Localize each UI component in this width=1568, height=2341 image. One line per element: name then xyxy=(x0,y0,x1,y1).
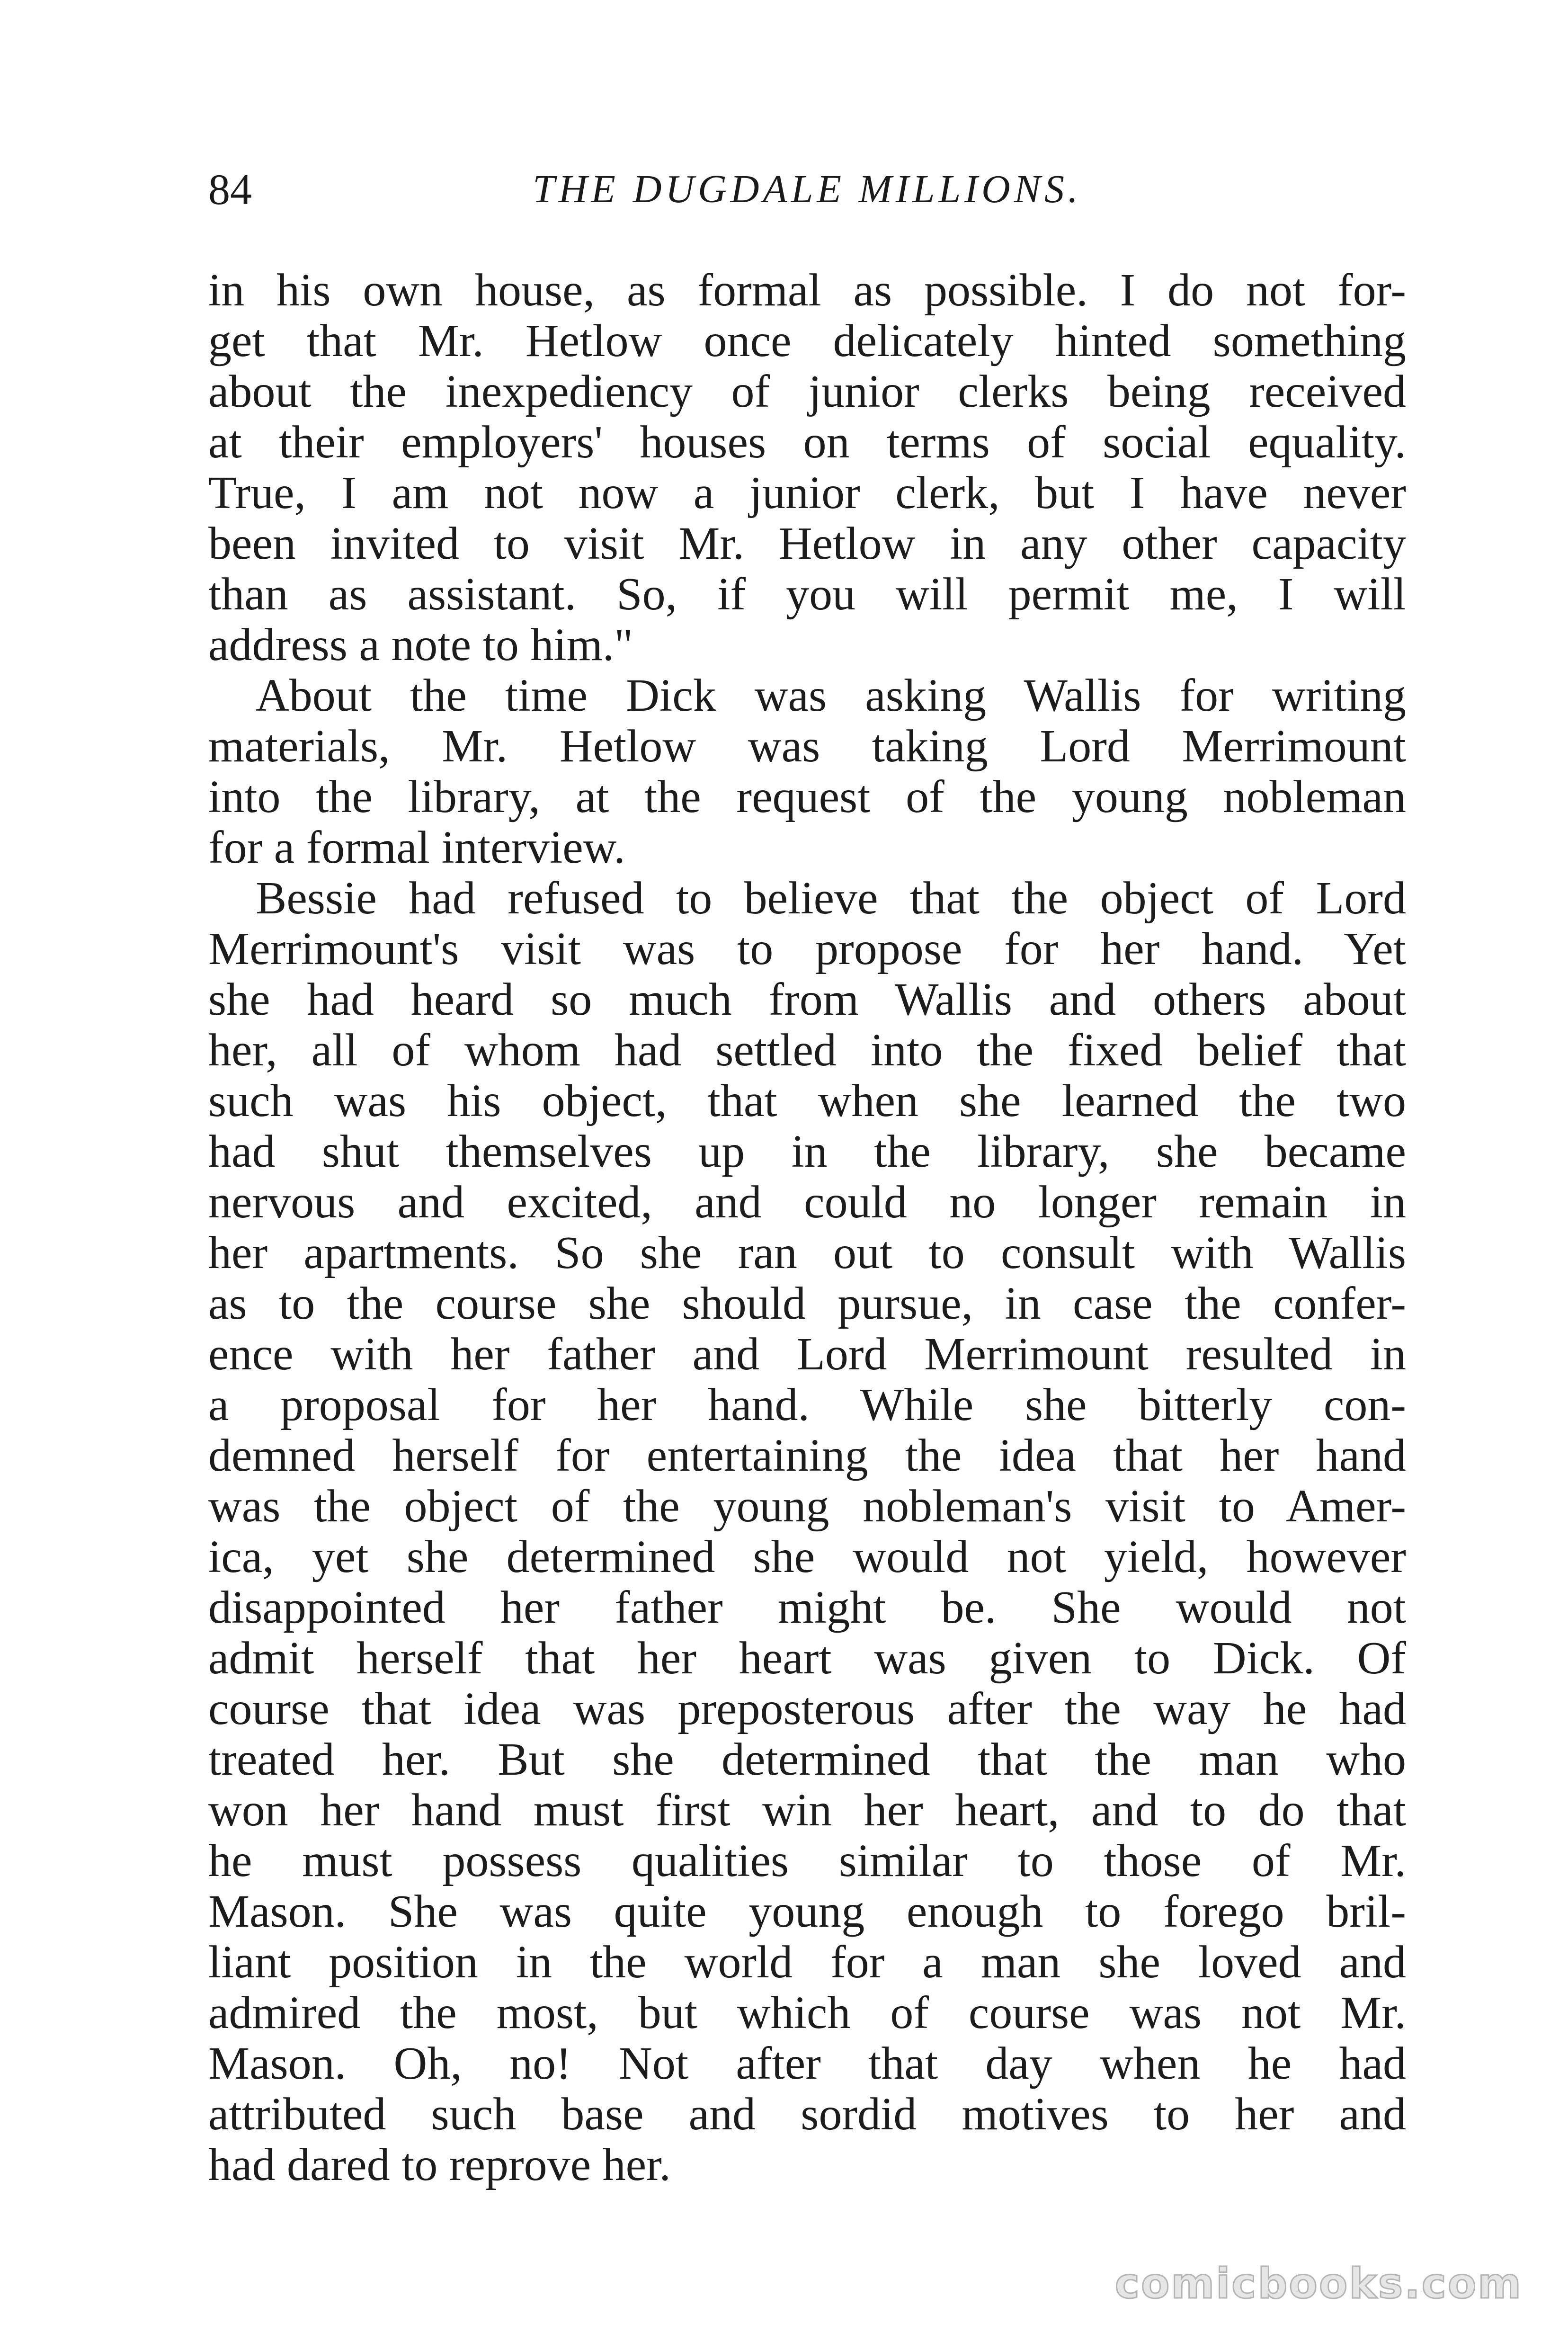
text-line: in his own house, as formal as possible. I do not for- xyxy=(208,265,1406,316)
paragraph-end-line: for a formal interview. xyxy=(208,822,625,873)
text-line: liant position in the world for a man she loved and xyxy=(208,1937,1406,1988)
page-header xyxy=(208,156,1406,223)
body-text xyxy=(208,265,1406,2190)
text-line: ica, yet she determined she would not yield, however xyxy=(208,1531,1406,1582)
paragraph-start-line: Bessie had refused to believe that the object of Lord xyxy=(256,873,1406,924)
text-line: Mason. She was quite young enough to forego bril- xyxy=(208,1886,1406,1937)
text-line: won her hand must first win her heart, and to do that xyxy=(208,1785,1406,1836)
text-line: had shut themselves up in the library, she became xyxy=(208,1126,1406,1177)
text-line: course that idea was preposterous after the way he had xyxy=(208,1683,1406,1734)
text-line: treated her. But she determined that the man who xyxy=(208,1734,1406,1785)
text-line: Merrimount's visit was to propose for her hand. Yet xyxy=(208,923,1406,974)
paragraph-start-line: About the time Dick was asking Wallis for writing xyxy=(256,670,1406,721)
text-line: at their employers' houses on terms of social equality. xyxy=(208,417,1406,468)
page-number: 84 xyxy=(208,165,252,214)
text-line: such was his object, that when she learned the two xyxy=(208,1075,1406,1126)
text-line: materials, Mr. Hetlow was taking Lord Merrimount xyxy=(208,721,1406,772)
text-line: she had heard so much from Wallis and others about xyxy=(208,974,1406,1025)
text-line: her apartments. So she ran out to consult with Wallis xyxy=(208,1227,1406,1278)
text-line: demned herself for entertaining the idea that her hand xyxy=(208,1430,1406,1481)
text-line: was the object of the young nobleman's visit to Amer- xyxy=(208,1481,1406,1532)
text-line: been invited to visit Mr. Hetlow in any other capacity xyxy=(208,518,1406,569)
text-line: nervous and excited, and could no longer remain in xyxy=(208,1177,1406,1228)
text-line: admit herself that her heart was given to Dick. Of xyxy=(208,1633,1406,1684)
paragraph-end-line: had dared to reprove her. xyxy=(208,2139,671,2190)
text-line: her, all of whom had settled into the fixed belief that xyxy=(208,1025,1406,1076)
text-line: Mason. Oh, no! Not after that day when he had xyxy=(208,2038,1406,2089)
text-line: into the library, at the request of the young nobleman xyxy=(208,771,1406,822)
text-line: a proposal for her hand. While she bitterly con- xyxy=(208,1379,1406,1430)
text-line: admired the most, but which of course was not Mr. xyxy=(208,1987,1406,2038)
text-line: than as assistant. So, if you will permit me, I will xyxy=(208,569,1406,620)
text-line: ence with her father and Lord Merrimount resulted in xyxy=(208,1329,1406,1380)
text-line: as to the course she should pursue, in case the confer- xyxy=(208,1278,1406,1329)
watermark: comicbooks.com xyxy=(1114,2259,1523,2308)
paragraph-end-line: address a note to him." xyxy=(208,619,633,670)
text-line: disappointed her father might be. She would not xyxy=(208,1582,1406,1633)
text-line: get that Mr. Hetlow once delicately hinted something xyxy=(208,315,1406,366)
text-line: about the inexpediency of junior clerks being received xyxy=(208,366,1406,417)
running-title: THE DUGDALE MILLIONS. xyxy=(533,167,1082,211)
text-line: attributed such base and sordid motives to her and xyxy=(208,2089,1406,2140)
text-line: True, I am not now a junior clerk, but I have never xyxy=(208,467,1406,518)
text-line: he must possess qualities similar to those of Mr. xyxy=(208,1835,1406,1886)
